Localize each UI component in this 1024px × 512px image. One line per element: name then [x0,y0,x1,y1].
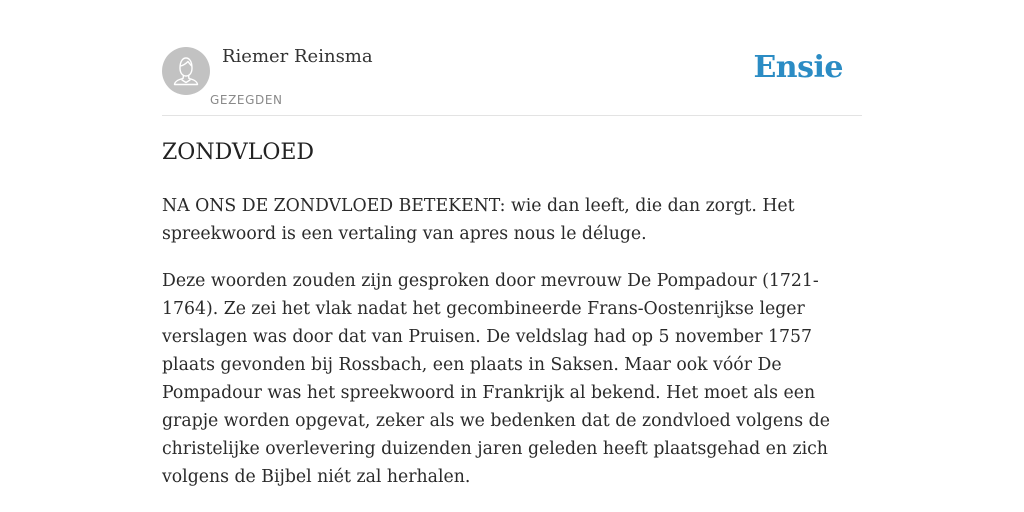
user-placeholder-icon [162,47,210,95]
category-link[interactable]: GEZEGDEN [210,93,283,107]
page-container [162,0,862,487]
author-avatar[interactable] [162,47,210,95]
article-paragraph: Deze woorden zouden zijn gesproken door mevrouw De Pompadour (1721-1764). Ze zei het vlak nadat het gecombineerde Frans-Oostenrijkse leger verslagen was door dat van Pruisen. De veldslag had op 5 november 1757 plaats gevonden bij Rossbach, een plaats in Saksen. Maar ook vóór De Pompadour was het spreekwoord in Frankrijk al bekend. Het moet als een grapje worden opgevat, zeker als we bedenken dat de zondvloed volgens de christelijke overlevering duizenden jaren geleden heeft plaatsgehad en zich volgens de Bijbel niét zal herhalen. [162,271,830,487]
article-title: ZONDVLOED [162,140,315,165]
brand-logo[interactable]: Ensie [753,50,843,85]
article-paragraph: NA ONS DE ZONDVLOED BETEKENT: wie dan leeft, die dan zorgt. Het spreekwoord is een vertaling van apres nous le déluge. [162,196,795,244]
author-name[interactable]: Riemer Reinsma [222,46,373,67]
article-header [162,0,862,116]
